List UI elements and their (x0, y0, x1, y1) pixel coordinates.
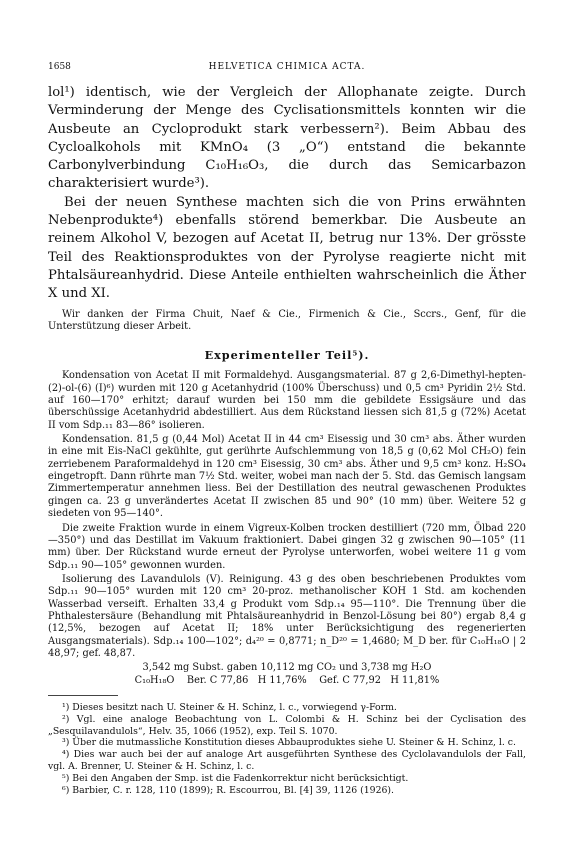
footnote-1: ¹) Dieses besitzt nach U. Steiner & H. Schinz, l. c., vorwiegend γ-Form. (62, 702, 397, 714)
exp-paragraph-4: Isolierung des Lavandulols (V). Reinigung. 43 g des oben beschriebenen Produktes vom Sdp.₁₁ 90—105° wurden mit 120 cm³ 20-proz. methanolischer KOH 1 Std. am kochenden Wasserbad verseift. Erhalten 33,4 g Produkt vom Sdp.₁₄ 95—110°. Die Trennung über die Phthalestersäure (Behandlung mit Phtalsäureanhydrid in Benzol-Lösung bei 80°) ergab 8,4 g (12,5%, bezogen auf Acetat II; 18% unter Berücksichtigung des regenerierten Ausgangsmaterials). Sdp.₁₄ 100—102°; d₄²⁰ = 0,8771; n_D²⁰ = 1,4680; M_D ber. für C₁₀H₁₈O | 2 48,97; gef. 48,87. (48, 573, 526, 659)
section-title: Experimenteller Teil⁵). (204, 348, 370, 363)
running-header (48, 62, 526, 76)
footnote-2: ²) Vgl. eine analoge Beobachtung von L. Colombi & H. Schinz bei der Cyclisation des „Sesquilavandulols“, Helv. 35, 1066 (1952), exp. Teil S. 1070. (48, 713, 526, 737)
exp-paragraph-1: Kondensation von Acetat II mit Formaldehyd. Ausgangsmaterial. 87 g 2,6-Dimethyl-hepten-(2)-ol-(6) (I)⁶) wurden mit 120 g Acetanhydrid (100% Überschuss) und 0,5 cm³ Pyridin 2½ Std. auf 160—170° erhitzt; darauf wurden bei 150 mm die gebildete Essigsäure und das überschüssige Acetanhydrid abdestilliert. Aus dem Rückstand liessen sich 81,5 g (72%) Acetat II vom Sdp.₁₁ 83—86° isolieren. (48, 370, 526, 431)
footnote-rule (48, 695, 118, 696)
paragraph-2: Bei der neuen Synthese machten sich die von Prins erwähnten Nebenprodukte⁴) ebenfalls störend bemerkbar. Die Ausbeute an reinem Alkohol V, bezogen auf Acetat II, betrug nur 13%. Der grösste Teil des Reaktionsproduktes von der Pyrolyse reagierte nicht mit Phtalsäureanhydrid. Diese Anteile enthielten wahrscheinlich die Äther X und XI. (48, 194, 526, 302)
exp-paragraph-3: Die zweite Fraktion wurde in einem Vigreux-Kolben trocken destilliert (720 mm, Ölbad 220—350°) und das Destillat im Vakuum fraktioniert. Dabei gingen 32 g zwischen 90—105° (11 mm) über. Der Rückstand wurde erneut der Pyrolyse unterworfen, wobei weitere 11 g vom Sdp.₁₁ 90—105° gewonnen wurden. (48, 522, 526, 571)
page-content (48, 62, 526, 796)
analysis-line-2: C₁₀H₁₈O Ber. C 77,86 H 11,76% Gef. C 77,92 H 11,81% (134, 674, 440, 686)
main-text (48, 84, 526, 304)
footnote-6: ⁶) Barbier, C. r. 128, 110 (1899); R. Escourrou, Bl. [4] 39, 1126 (1926). (62, 784, 394, 796)
acknowledgement: Wir danken der Firma Chuit, Naef & Cie., Firmenich & Cie., Sccrs., Genf, für die Unterstützung dieser Arbeit. (48, 308, 526, 332)
page-number: 1658 (48, 62, 71, 72)
journal-title: HELVETICA CHIMICA ACTA. (208, 62, 366, 72)
footnote-3: ³) Über die mutmassliche Konstitution dieses Abbauproduktes siehe U. Steiner & H. Schinz, l. c. (62, 737, 516, 749)
exp-paragraph-2: Kondensation. 81,5 g (0,44 Mol) Acetat II in 44 cm³ Eisessig und 30 cm³ abs. Äther wurden in eine mit Eis-NaCl gekühlte, gut gerührte Aufschlemmung von 18,5 g (0,62 Mol CH₂O) fein zerriebenem Paraformaldehyd in 120 cm³ Eisessig, 30 cm³ abs. Äther und 9,5 cm³ konz. H₂SO₄ eingetropft. Dann rührte man 7½ Std. weiter, wobei man nach der 5. Std. das Gemisch langsam Zimmertemperatur annehmen liess. Bei der Destillation des neutral gewaschenen Produktes gingen ca. 23 g unverändertes Acetat II zwischen 85 und 90° (10 mm) über. Weitere 52 g siedeten von 95—140°. (48, 434, 526, 520)
paragraph-1: lol¹) identisch, wie der Vergleich der Allophanate zeigte. Durch Verminderung der Menge des Cyclisationsmittels konnten wir die Ausbeute an Cycloprodukt stark verbessern²). Beim Abbau des Cycloalkohols mit KMnO₄ (3 „O“) entstand die bekannte Carbonylverbindung C₁₀H₁₆O₃, die durch das Semicarbazon charakterisiert wurde³). (48, 85, 526, 192)
analysis-line-1: 3,542 mg Subst. gaben 10,112 mg CO₂ und 3,738 mg H₂O (142, 662, 432, 674)
footnote-4: ⁴) Dies war auch bei der auf analoge Art ausgeführten Synthese des Cyclolavandulols der Fall, vgl. A. Brenner, U. Steiner & H. Schinz, l. c. (48, 749, 526, 773)
footnote-5: ⁵) Bei den Angaben der Smp. ist die Fadenkorrektur nicht berücksichtigt. (62, 772, 409, 784)
